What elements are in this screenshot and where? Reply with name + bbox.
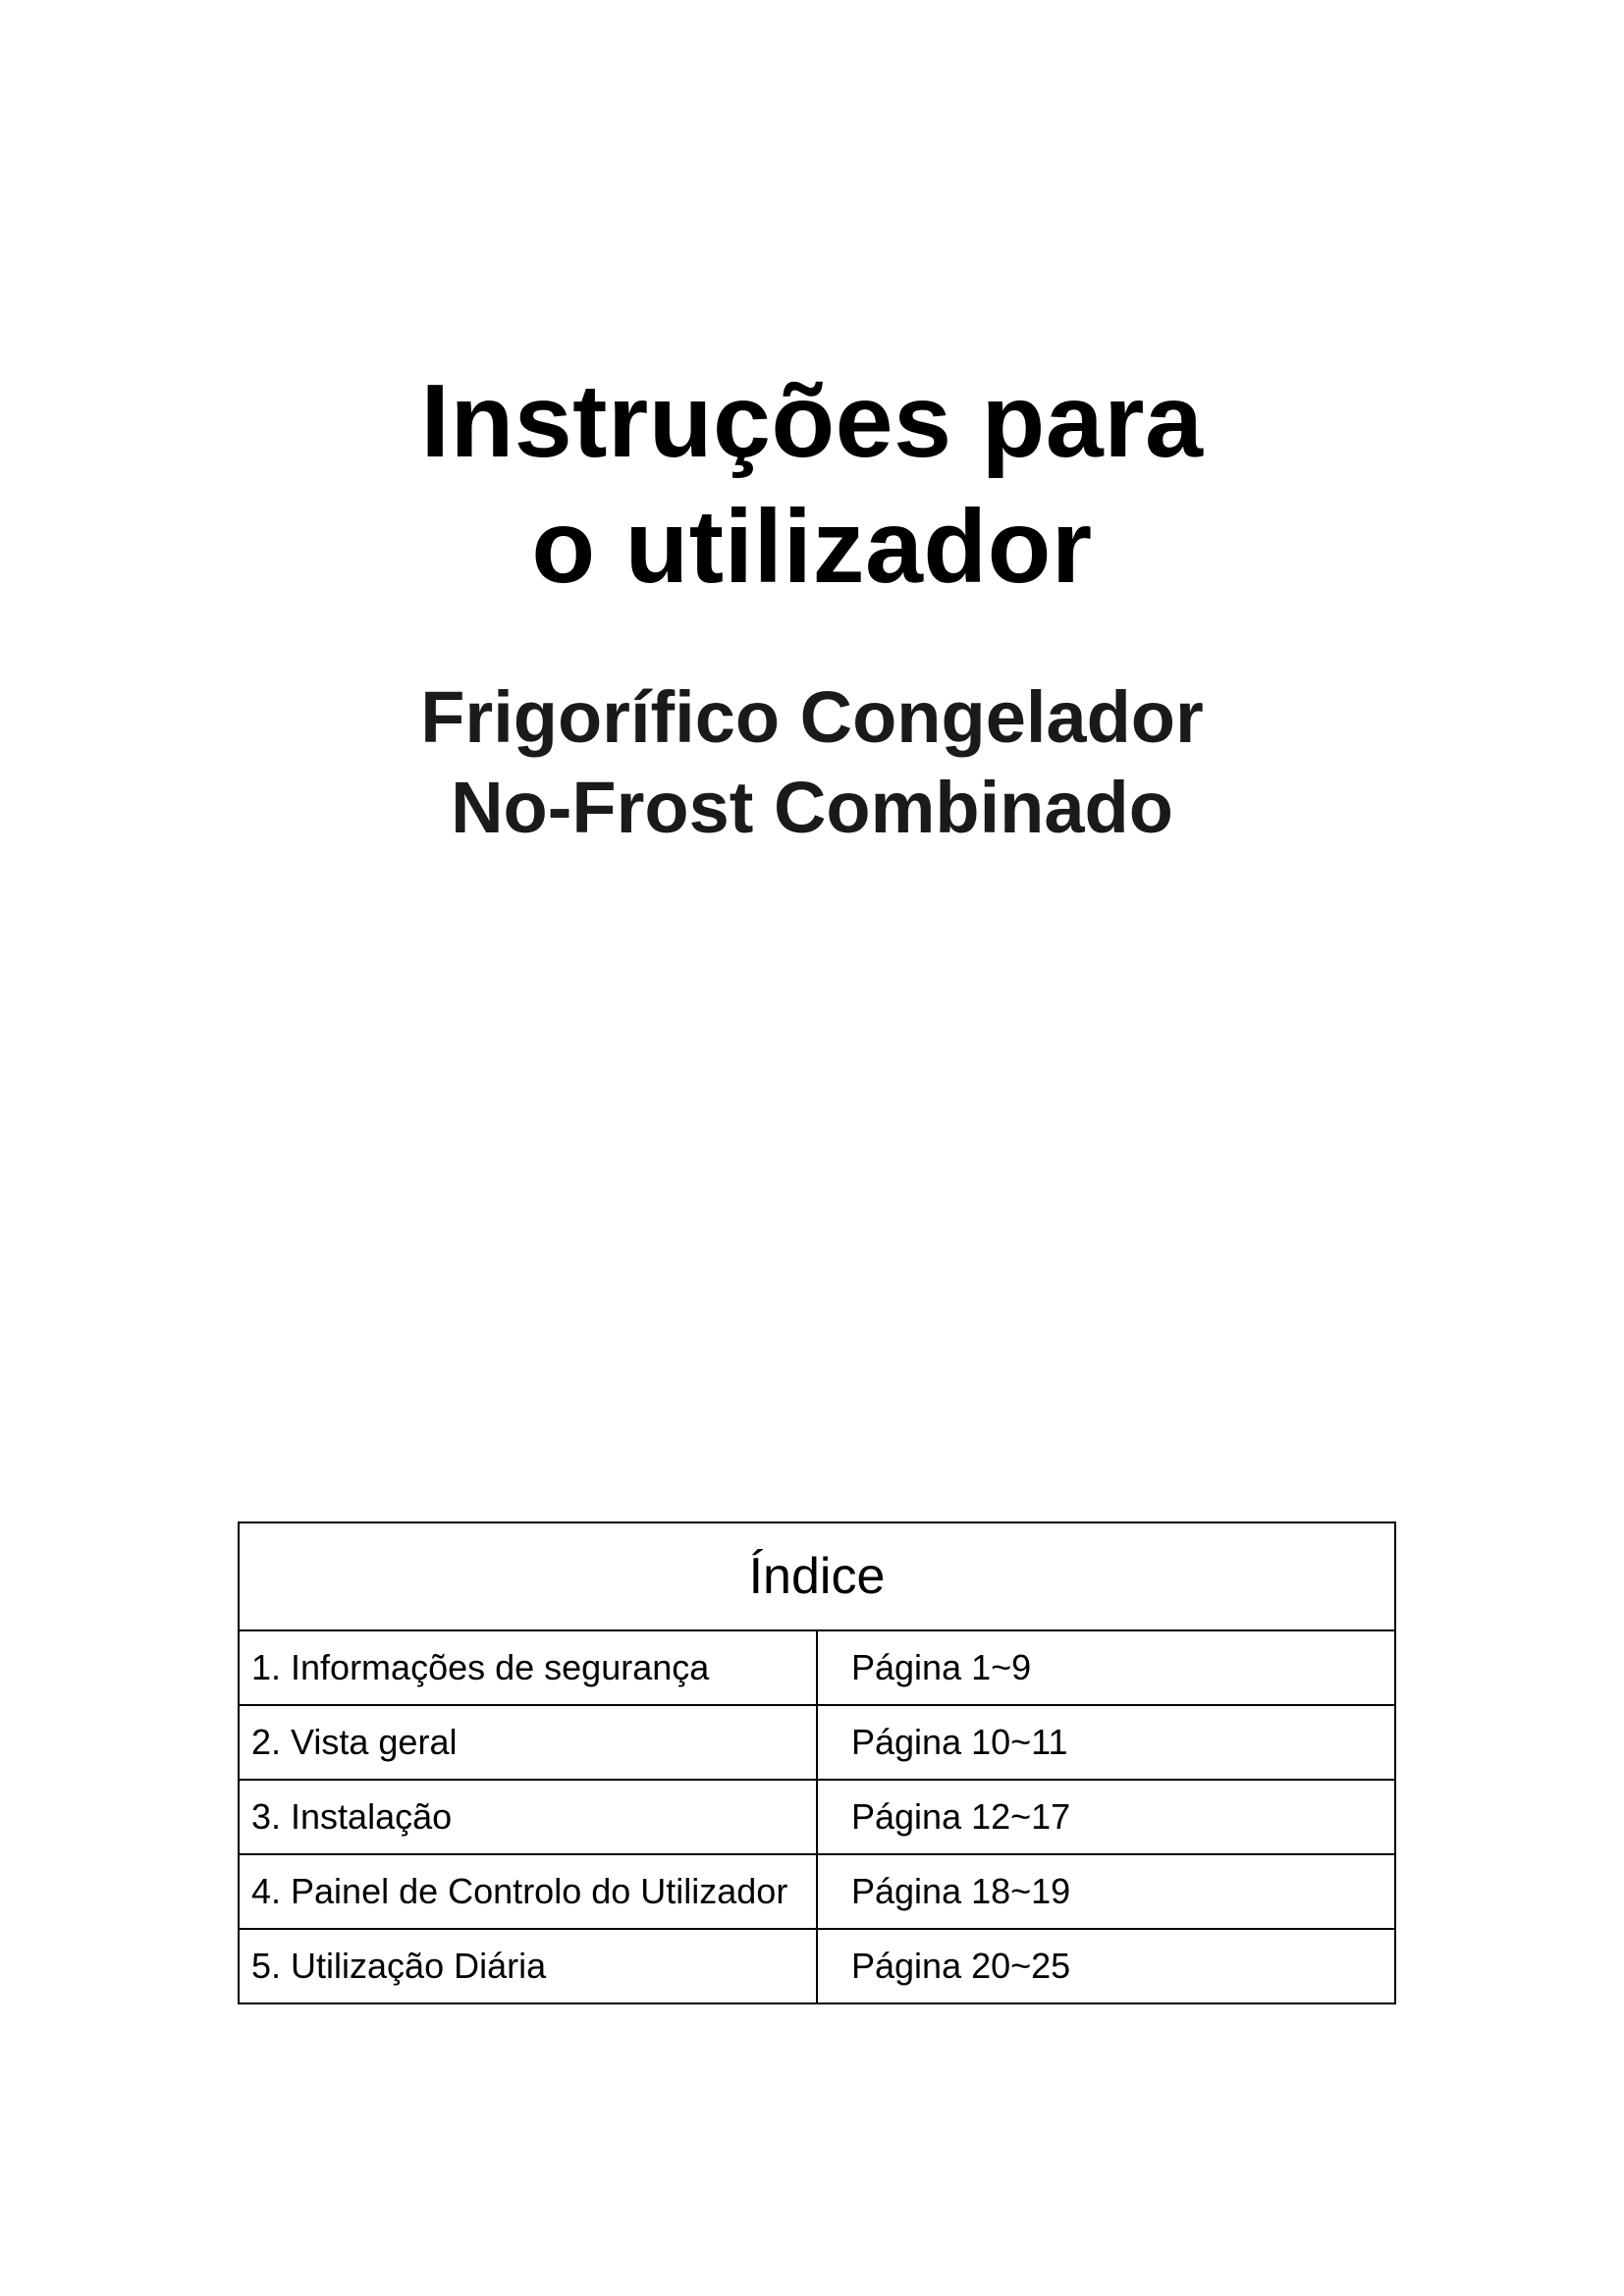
- toc-page-range: Página 18~19: [817, 1854, 1395, 1929]
- toc-row: [239, 1780, 1395, 1854]
- toc-section-title: 1. Informações de segurança: [239, 1630, 817, 1705]
- toc-section-title: 3. Instalação: [239, 1780, 817, 1854]
- toc-row: [239, 1929, 1395, 2003]
- toc-row: [239, 1854, 1395, 1929]
- toc-page-range: Página 10~11: [817, 1705, 1395, 1780]
- product-name-line-1: Frigorífico Congelador: [420, 676, 1204, 758]
- product-name-line-2: No-Frost Combinado: [451, 767, 1173, 848]
- toc-page-range: Página 12~17: [817, 1780, 1395, 1854]
- toc-heading: Índice: [239, 1522, 1395, 1630]
- table-of-contents: [238, 1522, 1396, 2004]
- toc-row: [239, 1630, 1395, 1705]
- manual-title-line-2: o utilizador: [531, 489, 1093, 605]
- toc-page-range: Página 20~25: [817, 1929, 1395, 2003]
- manual-title-line-1: Instruções para: [420, 363, 1204, 479]
- toc-page-range: Página 1~9: [817, 1630, 1395, 1705]
- toc-section-title: 2. Vista geral: [239, 1705, 817, 1780]
- toc-row: [239, 1705, 1395, 1780]
- toc-section-title: 5. Utilização Diária: [239, 1929, 817, 2003]
- toc-section-title: 4. Painel de Controlo do Utilizador: [239, 1854, 817, 1929]
